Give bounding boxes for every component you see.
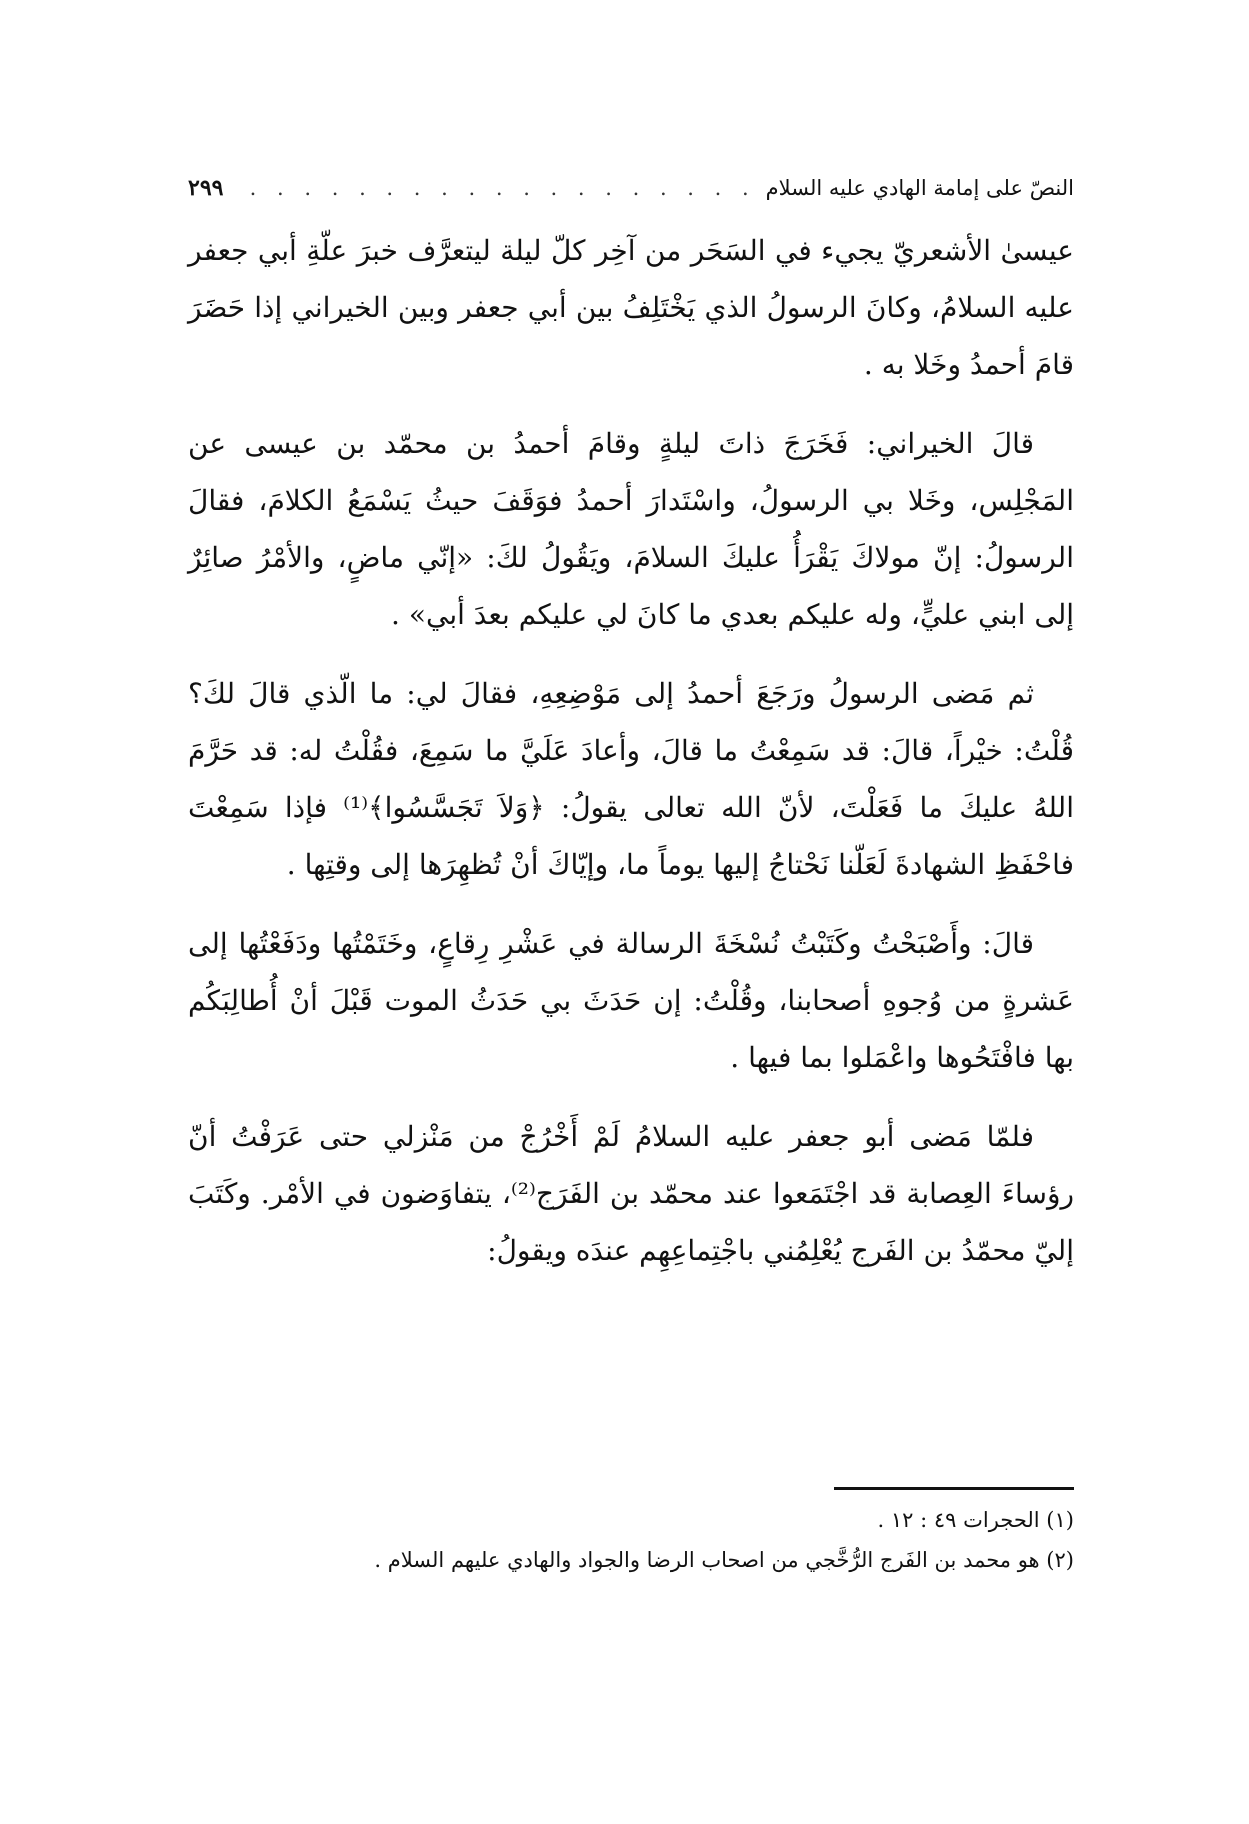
leader-dots [233, 176, 755, 200]
paragraph-3: ثم مَضى الرسولُ ورَجَعَ أحمدُ إلى مَوْضِعِهِ، فقالَ لي: ما الّذي قالَ لكَ؟ قُلْتُ: خيْراً، قالَ: قد سَمِعْتُ ما قالَ، وأعادَ عَلَيَّ ما سَمِعَ، فقُلْتُ له: قد حَرَّمَ اللهُ عليكَ ما فَعَلْتَ، لأنّ الله تعالى يقولُ: ﴿وَلاَ تَجَسَّسُوا﴾⁽¹⁾ فإذا سَمِعْتَ فاحْفَظِ الشهادةَ لَعَلّنا نَحْتاجُ إليها يوماً ما، وإيّاكَ أنْ تُظهِرَها إلى وقتِها . [188, 677, 1074, 881]
paragraph-5: فلمّا مَضى أبو جعفر عليه السلامُ لَمْ أَخْرُجْ من مَنْزلي حتى عَرَفْتُ أنّ رؤساءَ العِصابة قد اجْتَمَعوا عند محمّد بن الفَرَج⁽²⁾، يتفاوَضون في الأمْر. وكَتَبَ إليّ محمّدُ بن الفَرج يُعْلِمُني باجْتِماعِهِم عندَه ويقولُ: [188, 1120, 1075, 1267]
page-number: ٢٩٩ [188, 175, 224, 201]
paragraph-2: قالَ الخيراني: فَخَرَجَ ذاتَ ليلةٍ وقامَ أحمدُ بن محمّد بن عيسى عن المَجْلِس، وخَلا بي الرسولُ، واسْتَدارَ أحمدُ فوَقَفَ حيثُ يَسْمَعُ الكلامَ، فقالَ الرسولُ: إنّ مولاكَ يَقْرَأُ عليكَ السلامَ، ويَقُولُ لكَ: «إنّي ماضٍ، والأمْرُ صائِرٌ إلى ابني عليٍّ، وله عليكم بعدي ما كانَ لي عليكم بعدَ أبي» . [188, 427, 1074, 631]
running-title: النصّ على إمامة الهادي عليه السلام [765, 176, 1074, 200]
main-text [188, 222, 1074, 1279]
page-header [188, 175, 1074, 209]
paragraph-4: قالَ: وأَصْبَحْتُ وكَتَبْتُ نُسْخَةَ الرسالة في عَشْرِ رِقاعٍ، وخَتَمْتُها ودَفَعْتُها إلى عَشرةٍ من وُجوهِ أصحابنا، وقُلْتُ: إن حَدَثَ بي حَدَثُ الموت قَبْلَ أنْ أُطالِبَكُم بها فافْتَحُوها واعْمَلوا بما فيها . [188, 927, 1074, 1074]
footnotes [188, 1500, 1074, 1580]
footnote-separator [834, 1487, 1074, 1490]
footnote-1: (١) الحجرات ٤٩ : ١٢ . [877, 1508, 1074, 1532]
paragraph-1: عيسىٰ الأشعريّ يجيء في السَحَر من آخِر كلّ ليلة ليتعرَّف خبرَ علّةِ أبي جعفر عليه السلامُ، وكانَ الرسولُ الذي يَخْتَلِفُ بين أبي جعفر وبين الخيراني إذا حَضَرَ قامَ أحمدُ وخَلا به . [188, 234, 1074, 381]
footnote-2: (٢) هو محمد بن الفَرج الرُّخَّجي من اصحاب الرضا والجواد والهادي عليهم السلام . [374, 1548, 1074, 1572]
